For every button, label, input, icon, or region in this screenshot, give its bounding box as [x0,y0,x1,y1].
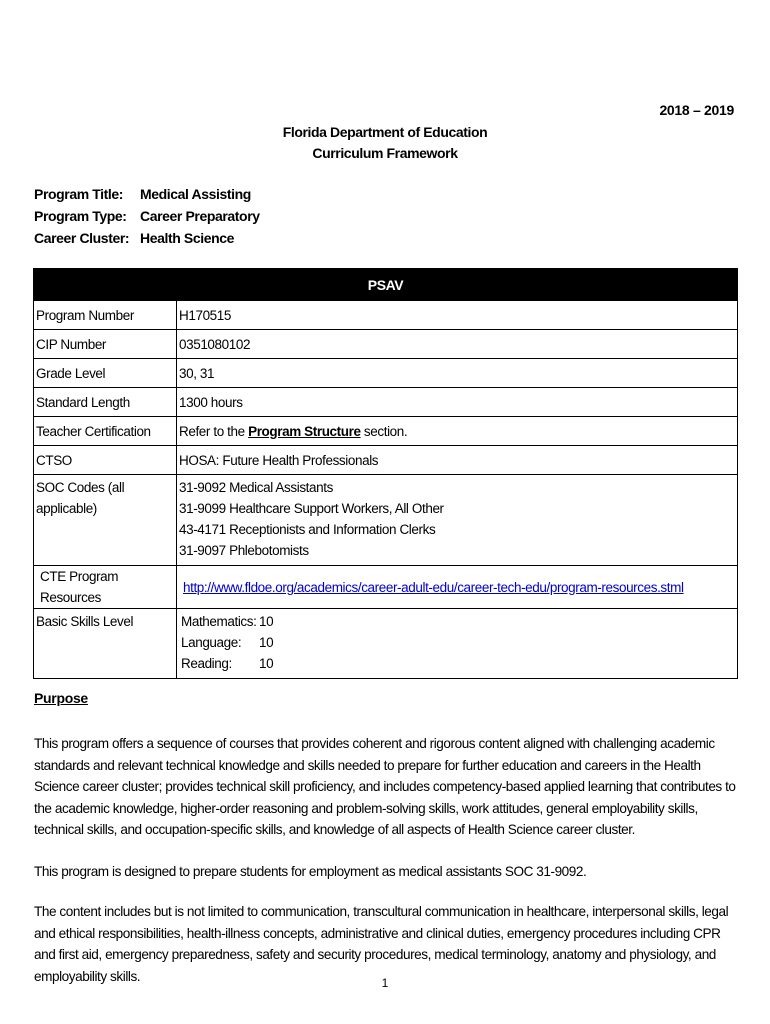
page-number: 1 [381,976,389,990]
program-number-value: H170515 [177,301,738,330]
program-type-label: Program Type: [34,208,127,224]
skill-subject: Reading: [181,656,232,671]
teacher-cert-value [177,417,738,446]
skill-subject: Language: [181,635,242,650]
purpose-heading: Purpose [34,690,88,706]
cte-resources-link[interactable]: http://www.fldoe.org/academics/career-adult-edu/career-tech-edu/program-resources.stml [183,579,684,595]
skill-subject: Mathematics: [181,614,257,629]
purpose-paragraph: The content includes but is not limited to communication, transcultural communication in healthcare, interpersonal skills, legal and ethical responsibilities, health-illness concepts, administrative and clinical duties, emergency procedures including CPR and first aid, emergency preparedness, safety and security procedures, medical terminology, anatomy and physiology, and employability skills. [34,904,729,984]
program-title-value: Medical Assisting [140,186,251,202]
skill-level: 10 [259,635,274,650]
program-structure-link[interactable]: Program Structure [248,423,361,439]
table-row [34,446,738,475]
table-row [34,359,738,388]
career-cluster-value: Health Science [140,230,234,246]
soc-code: 31-9097 Phlebotomists [179,543,309,558]
teacher-cert-suffix: section. [360,423,408,439]
teacher-cert-prefix: Refer to the [179,423,249,439]
soc-codes-value [177,475,738,566]
grade-level-label: Grade Level [34,359,177,388]
table-row [34,330,738,359]
program-info-table [33,268,738,679]
cip-number-value: 0351080102 [177,330,738,359]
teacher-cert-label: Teacher Certification [34,417,177,446]
cip-number-label: CIP Number [34,330,177,359]
career-cluster-label: Career Cluster: [34,230,130,246]
table-row [34,417,738,446]
ctso-label: CTSO [34,446,177,475]
standard-length-value: 1300 hours [177,388,738,417]
soc-code: 43-4171 Receptionists and Information Clerks [179,522,436,537]
ctso-value: HOSA: Future Health Professionals [177,446,738,475]
table-row [34,475,738,566]
skill-level: 10 [259,656,274,671]
cte-resources-label: CTE Program Resources [34,566,177,609]
purpose-paragraph: This program offers a sequence of courses that provides coherent and rigorous content aligned with challenging academic standards and relevant technical knowledge and skills needed to prepare for further education and careers in the Health Science career cluster; provides technical skill proficiency, and includes competency-based applied learning that contributes to the academic knowledge, higher-order reasoning and problem-solving skills, work attitudes, general employability skills, technical skills, and occupation-specific skills, and knowledge of all aspects of Health Science career cluster. [34,736,736,837]
basic-skills-value [177,609,738,679]
table-row [34,566,738,609]
program-number-label: Program Number [34,301,177,330]
standard-length-label: Standard Length [34,388,177,417]
basic-skills-label: Basic Skills Level [34,609,177,679]
framework-title: Curriculum Framework [312,145,458,161]
grade-level-value: 30, 31 [177,359,738,388]
school-year: 2018 – 2019 [659,102,734,118]
soc-code: 31-9092 Medical Assistants [179,480,333,495]
soc-code: 31-9099 Healthcare Support Workers, All Other [179,501,444,516]
program-type-value: Career Preparatory [140,208,260,224]
program-title-label: Program Title: [34,186,124,202]
skill-level: 10 [259,614,274,629]
table-row [34,388,738,417]
department-title: Florida Department of Education [282,124,488,140]
table-row [34,301,738,330]
table-row [34,609,738,679]
cte-resources-value [177,566,738,609]
soc-codes-label: SOC Codes (all applicable) [34,475,177,566]
purpose-paragraph: This program is designed to prepare students for employment as medical assistants SOC 31-9092. [34,864,587,879]
table-heading: PSAV [34,269,738,301]
